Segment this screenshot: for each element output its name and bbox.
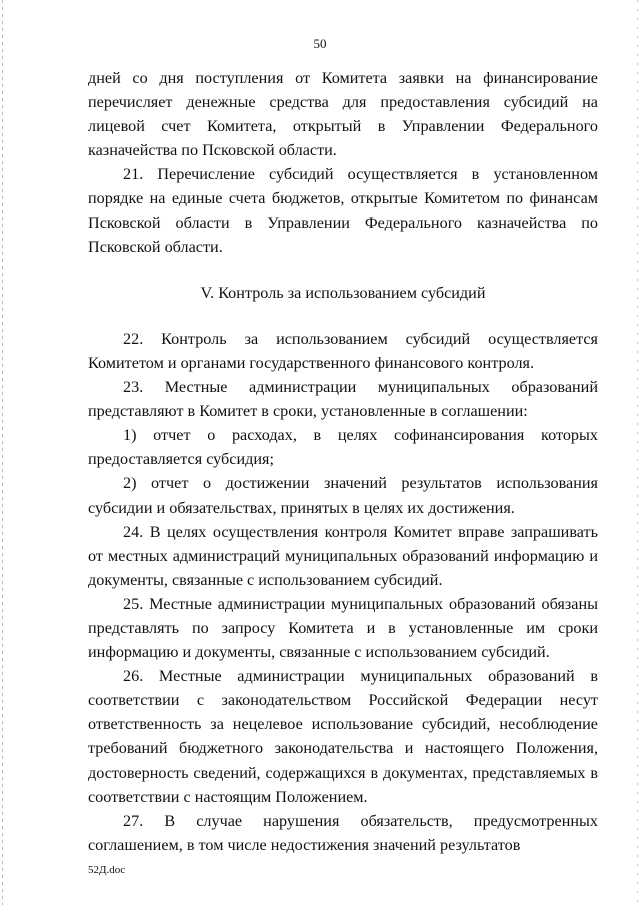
paragraph-21: 21. Перечисление субсидий осуществляется в установленном порядке на единые счета бюджетов, открытые Комитетом по финансам Псковской области в Управлении Федерального казначейства по Псковской области. (88, 165, 598, 256)
paragraph-22: 22. Контроль за использованием субсидий осуществляется Комитетом и органами государственного финансового контроля. (88, 329, 598, 372)
section-heading: V. Контроль за использованием субсидий (200, 283, 486, 302)
paragraph-23: 23. Местные администрации муниципальных образований представляют в Комитет в сроки, установленные в соглашении: (88, 378, 598, 421)
paragraph-23-item-1: 1) отчет о расходах, в целях софинансирования которых предоставляется субсидия; (88, 426, 598, 469)
paragraph-24: 24. В целях осуществления контроля Комитет вправе запрашивать от местных администраций муниципальных образований информацию и документы, связанные с использованием субсидий. (88, 522, 598, 589)
document-body (88, 66, 598, 857)
paragraph-26: 26. Местные администрации муниципальных образований в соответствии с законодательством Российской Федерации несут ответственность за нецелевое использование субсидий, несоблюдение требований бюджетного законодательства и настоящего Положения, достоверность сведений, содержащихся в документах, представляемых в соответствии с настоящим Положением. (88, 667, 598, 806)
scan-edge-left (2, 0, 3, 905)
footer-filename: 52Д.doc (88, 864, 126, 876)
page-number: 50 (313, 36, 327, 51)
paragraph-23-item-2: 2) отчет о достижении значений результатов использования субсидии и обязательствах, принятых в целях их достижения. (88, 474, 598, 517)
scan-edge-right (637, 0, 638, 905)
paragraph-continuation: дней со дня поступления от Комитета заявки на финансирование перечисляет денежные средства для предоставления субсидий на лицевой счет Комитета, открытый в Управлении Федерального казначейства по Псковской области. (88, 69, 598, 160)
paragraph-25: 25. Местные администрации муниципальных образований обязаны представлять по запросу Комитета и в установленные им сроки информацию и документы, связанные с использованием субсидий. (88, 594, 598, 662)
paragraph-27: 27. В случае нарушения обязательств, предусмотренных соглашением, в том числе недостижения значений результатов (88, 811, 598, 854)
